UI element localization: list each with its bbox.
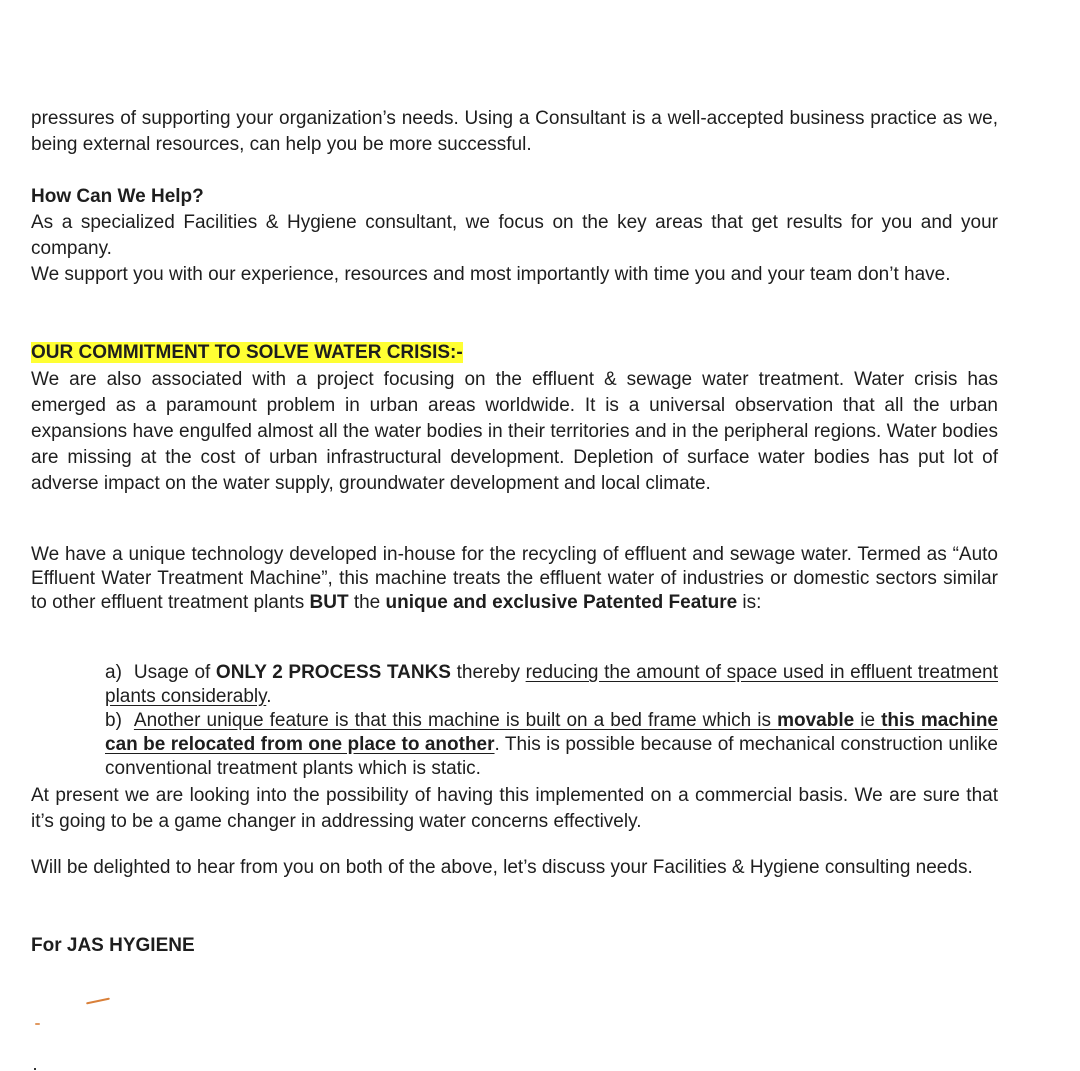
feature-a-pre: Usage of	[133, 662, 216, 683]
signature-label: For JAS HYGIENE	[31, 935, 195, 956]
signature-stroke	[86, 998, 110, 1005]
signature-dash	[35, 1023, 40, 1025]
commitment-paragraph-1: We are also associated with a project focusing on the effluent & sewage water treatment. Water crisis has emerged as a paramount problem in urban areas worldwide. It is a universal observation that all the urban expansions have engulfed almost all the water bodies in their territories and in the peripheral regions. Water bodies are missing at the cost of urban infrastructural development. Depletion of surface water bodies has put lot of adverse impact on the water supply, groundwater development and local climate.	[31, 369, 998, 494]
feature-b-end: . This is possible because of mechanical construction unlike conventional treatment plants which is static.	[105, 734, 998, 779]
feature-item-b	[105, 709, 998, 781]
p2-text: We have a unique technology developed in-house for the recycling of effluent and sewage water. Termed as “Auto Effluent Water Treatment Machine”, this machine treats the effluent water of industries or domestic sectors similar to other effluent treatment plants	[31, 544, 998, 613]
feature-a-end: .	[266, 686, 272, 707]
p2-end: is:	[737, 592, 762, 613]
feature-b-marker: b)	[105, 710, 122, 731]
present-paragraph: At present we are looking into the possibility of having this implemented on a commercial basis. We are sure that it’s going to be a game changer in addressing water concerns effectively.	[31, 785, 998, 832]
p2-but: BUT	[309, 592, 349, 613]
feature-b-underlined: Another unique feature is that this machine is built on a bed frame which is	[133, 710, 778, 731]
p2-the: the	[348, 592, 386, 613]
feature-b-relocated: this machine can be relocated from one place to another	[105, 710, 998, 755]
feature-item-a	[105, 661, 998, 709]
help-paragraph-1: As a specialized Facilities & Hygiene consultant, we focus on the key areas that get results for you and your company.	[31, 212, 998, 259]
feature-a-marker: a)	[105, 662, 122, 683]
closing-paragraph: Will be delighted to hear from you on both of the above, let’s discuss your Facilities & Hygiene consulting needs.	[31, 857, 973, 878]
feature-a-underlined: reducing the amount of space used in effluent treatment plants considerably	[105, 662, 999, 707]
feature-a-mid: thereby	[450, 662, 526, 683]
p2-patented-feature: unique and exclusive Patented Feature	[385, 592, 738, 613]
commitment-heading: OUR COMMITMENT TO SOLVE WATER CRISIS:-	[31, 342, 463, 363]
help-heading: How Can We Help?	[31, 186, 204, 207]
commitment-paragraph-2	[31, 543, 998, 615]
signature-dot	[34, 1068, 36, 1070]
feature-a-bold: ONLY 2 PROCESS TANKS	[215, 662, 451, 683]
commitment-heading-line	[31, 340, 998, 366]
intro-paragraph: pressures of supporting your organization’s needs. Using a Consultant is a well-accepted business practice as we, being external resources, can help you be more successful.	[31, 108, 998, 155]
help-paragraph-2: We support you with our experience, resources and most importantly with time you and your team don’t have.	[31, 264, 951, 285]
feature-b-movable: movable	[777, 710, 855, 731]
feature-b-ie: ie	[854, 710, 882, 731]
